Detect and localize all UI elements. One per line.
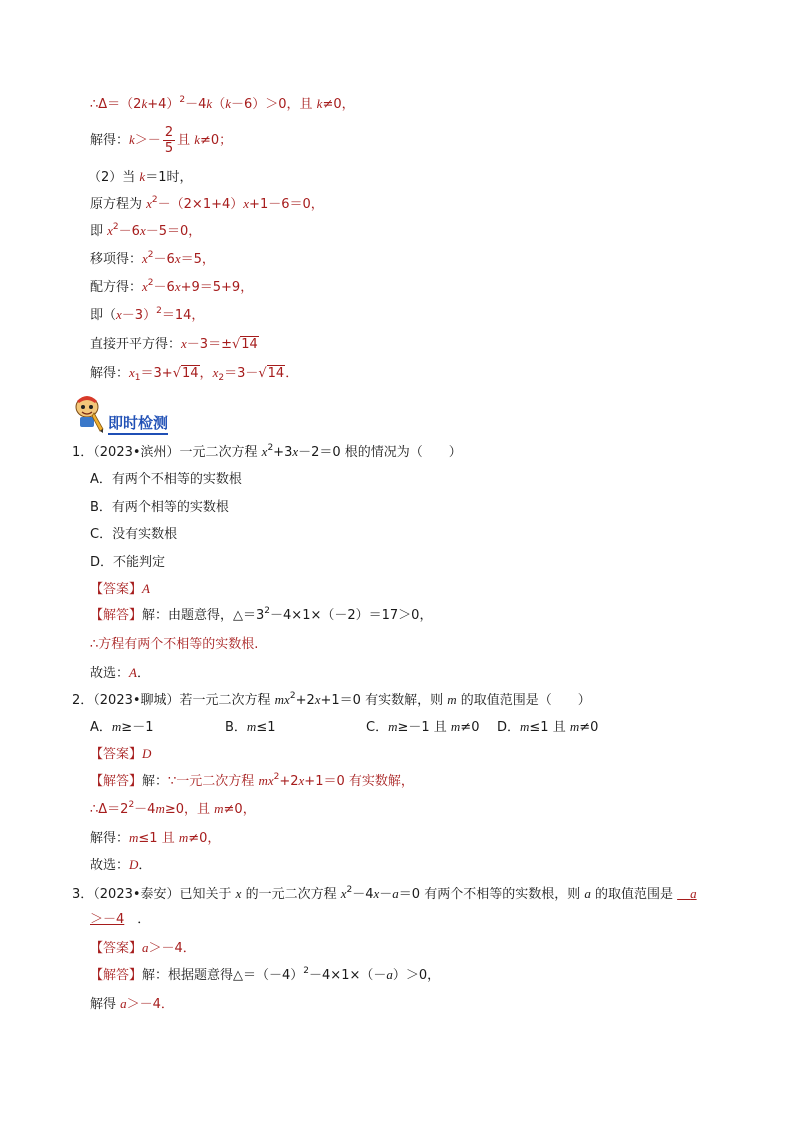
sqrt-14-b: √14 xyxy=(258,366,285,381)
q2-option-b: B．m≤1 xyxy=(225,719,276,735)
solution-line-result-k: 解得：k＞－ $\frac{2}{5}$ 且 k≠0； xyxy=(90,125,233,156)
q1-option-b: B．有两个相等的实数根 xyxy=(90,500,229,515)
part2-heading: （2）当 k＝1时， xyxy=(88,169,193,185)
pencil-mascot-icon xyxy=(70,393,104,433)
q1-choose: 故选：A． xyxy=(90,665,150,681)
q2-option-c: C．m≥－1 且 m≠0 xyxy=(366,719,480,735)
q2-result: 解得：m≤1 且 m≠0， xyxy=(90,830,221,846)
final-roots: 解得：$x_1=3+√14$，$x_2=3-√14$． xyxy=(90,365,299,383)
q3-result: 解得 a＞－4． xyxy=(90,996,174,1012)
q1-option-d: D．不能判定 xyxy=(90,555,166,570)
q1-answer: 【答案】A xyxy=(90,581,150,597)
q1-option-a: A．有两个不相等的实数根 xyxy=(90,472,242,487)
solution-line-delta: $\therefore\Delta=(2k+4)^2-4k(k-6)>0$，且 k≠0， xyxy=(90,95,355,112)
q1-stem: 1．（2023•滨州）一元二次方程 $x^2+3x-2=0$ 根的情况为（ ） xyxy=(72,443,462,460)
complete-square-step: 配方得：$x^2-6x+9=5+9$， xyxy=(90,278,254,295)
q2-analysis: 【解答】解：∵一元二次方程 $mx^2+2x+1=0$ 有实数解， xyxy=(90,772,414,789)
q1-option-c: C．没有实数根 xyxy=(90,527,178,542)
sqrt-14: √14 xyxy=(231,337,258,352)
q2-stem: 2．（2023•聊城）若一元二次方程 $mx^2+2x+1=0$ 有实数解，则 m 的取值范围是（ ） xyxy=(72,691,591,708)
q1-analysis: 【解答】解：由题意得，$\triangle=3^2-4\times 1\times(-2)=17>0$， xyxy=(90,606,433,623)
section-title-instant-check: 即时检测 xyxy=(108,414,168,435)
q2-option-a: A．m≥－1 xyxy=(90,719,154,735)
sqrt-14-a: √14 xyxy=(172,366,199,381)
q3-stem-blank: ＞－4 ． xyxy=(90,912,151,927)
transpose-step: 移项得：$x^2-6x=5$， xyxy=(90,250,215,267)
q2-option-d: D．m≤1 且 m≠0 xyxy=(497,719,599,735)
simplified-equation: 即 $x^2-6x-5=0$， xyxy=(90,222,202,239)
q3-analysis: 【解答】解：根据题意得$\triangle=(-4)^2-4\times 1\times(-a)>0$， xyxy=(90,966,441,983)
square-form: 即$(x-3)^2=14$， xyxy=(90,306,205,323)
original-equation: 原方程为 $x^2-(2\times 1+4)x+1-6=0$， xyxy=(90,195,324,212)
q2-answer: 【答案】D xyxy=(90,746,152,762)
square-root-step: 直接开平方得：x－3＝±√14 xyxy=(90,336,258,352)
q3-answer: 【答案】a＞－4． xyxy=(90,940,196,956)
fraction-two-fifths: $\frac{2}{5}$ xyxy=(164,125,174,156)
q3-stem: 3．（2023•泰安）已知关于 x 的一元二次方程 $x^2-4x-a=0$ 有两个不相等的实数根，则 a 的取值范围是 a xyxy=(72,885,697,902)
q1-conclusion: ∴方程有两个不相等的实数根. xyxy=(90,637,259,652)
q2-choose: 故选：D． xyxy=(90,857,152,873)
q2-delta: $\therefore\Delta=2^2-4m\ge 0$，且 m≠0， xyxy=(90,800,256,817)
